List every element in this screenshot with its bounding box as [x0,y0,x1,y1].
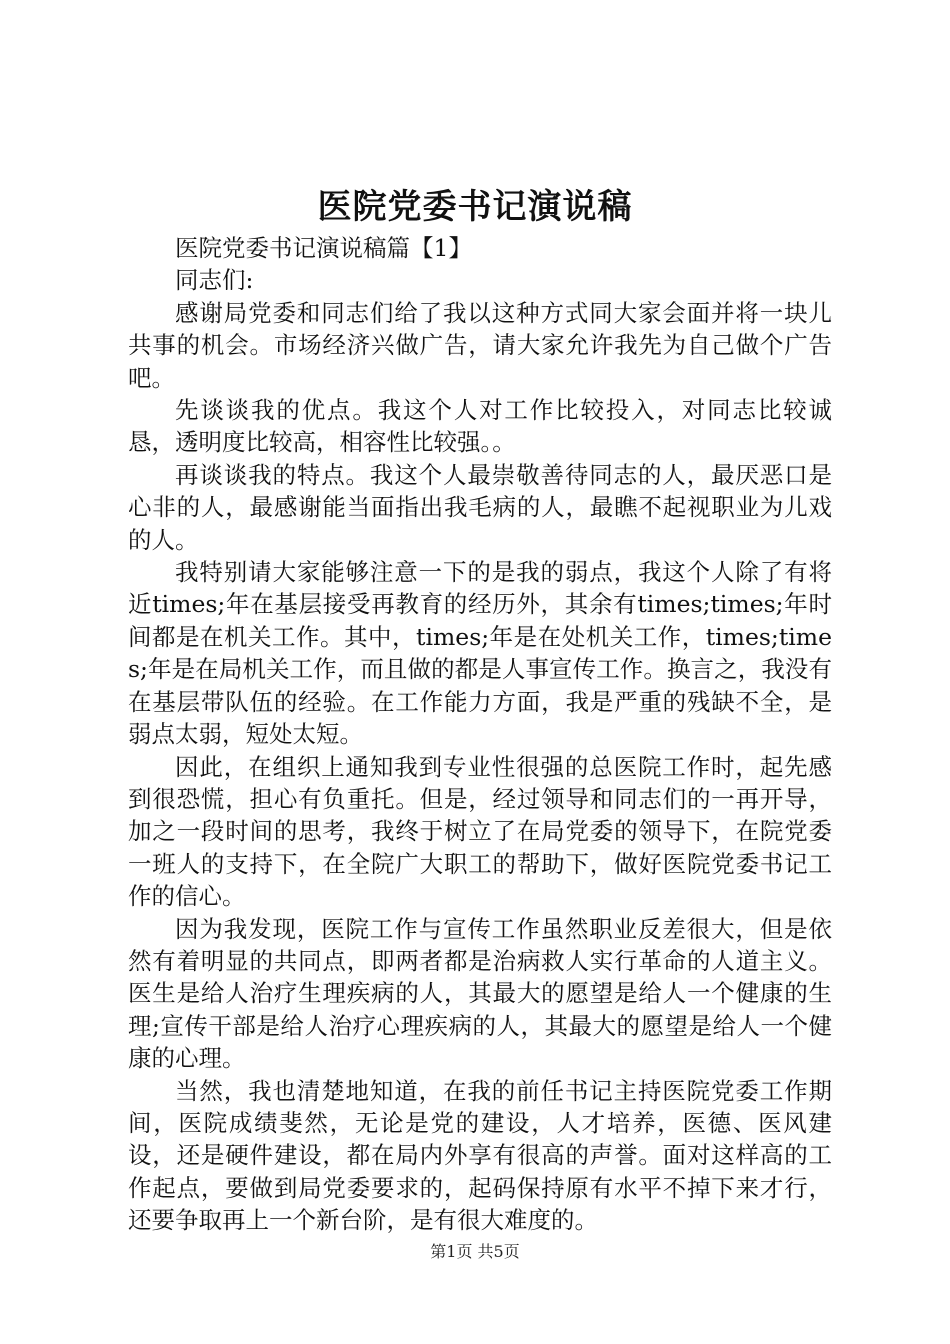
paragraph: 感谢局党委和同志们给了我以这种方式同大家会面并将一块儿共事的机会。市场经济兴做广告，请大家允许我先为自己做个广告吧。 [128,298,832,392]
paragraph: 因此，在组织上通知我到专业性很强的总医院工作时，起先感到很恐慌，担心有负重托。但是，经过领导和同志们的一再开导，加之一段时间的思考，我终于树立了在局党委的领导下，在院党委一班人的支持下，在全院广大职工的帮助下，做好医院党委书记工作的信心。 [128,752,832,911]
paragraph: 因为我发现，医院工作与宣传工作虽然职业反差很大，但是依然有着明显的共同点，即两者都是治病救人实行革命的人道主义。医生是给人治疗生理疾病的人，其最大的愿望是给人一个健康的生理;宣传干部是给人治疗心理疾病的人，其最大的愿望是给人一个健康的心理。 [128,914,832,1073]
paragraph: 当然，我也清楚地知道，在我的前任书记主持医院党委工作期间，医院成绩斐然，无论是党的建设，人才培养，医德、医风建设，还是硬件建设，都在局内外享有很高的声誉。面对这样高的工作起点，要做到局党委要求的，起码保持原有水平不掉下来才行，还要争取再上一个新台阶，是有很大难度的。 [128,1076,832,1235]
page-number-footer: 第1页 共5页 [430,1242,520,1261]
paragraph: 先谈谈我的优点。我这个人对工作比较投入，对同志比较诚恳，透明度比较高，相容性比较强。。 [128,396,832,457]
paragraph: 再谈谈我的特点。我这个人最崇敬善待同志的人，最厌恶口是心非的人，最感谢能当面指出我毛病的人，最瞧不起视职业为儿戏的人。 [128,460,832,554]
salutation: 同志们: [175,266,254,295]
document-title: 医院党委书记演说稿 [317,187,633,227]
paragraph: 我特别请大家能够注意一下的是我的弱点，我这个人除了有将近times;年在基层接受再教育的经历外，其余有times;times;年时间都是在机关工作。其中，times;年是在处机关工作，times;times;年是在局机关工作，而且做的都是人事宣传工作。换言之，我没有在基层带队伍的经验。在工作能力方面，我是严重的残缺不全，是弱点太弱，短处太短。 [128,558,832,749]
section-heading: 医院党委书记演说稿篇【1】 [175,234,472,262]
document-body [128,232,832,1237]
